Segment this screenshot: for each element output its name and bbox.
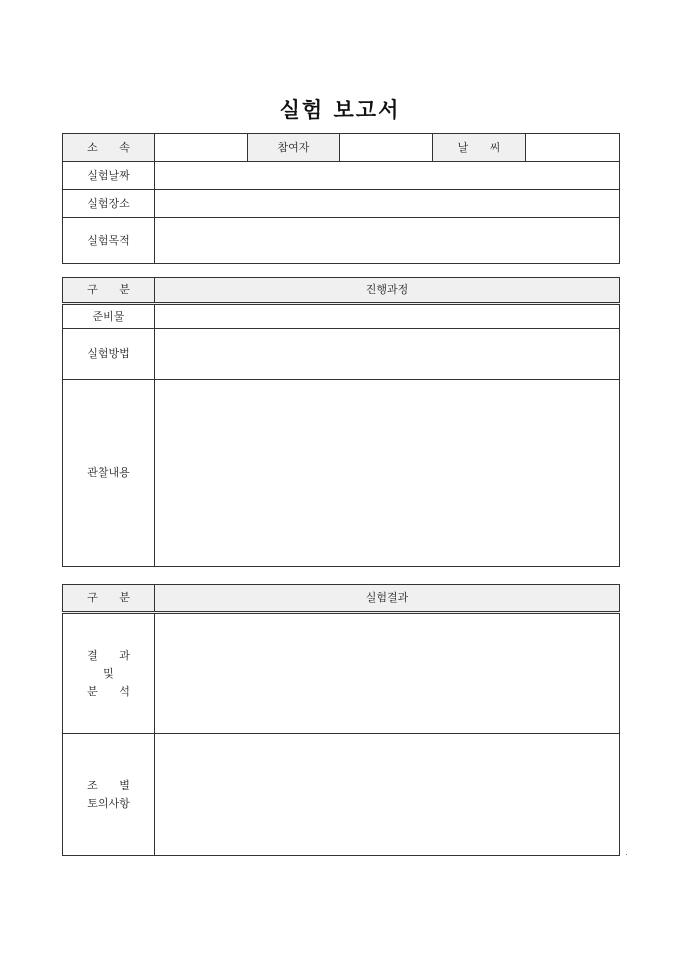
result-header-category-cell <box>63 585 155 613</box>
weather-label: 날 씨 <box>457 140 501 154</box>
preparation-label-cell <box>63 304 155 329</box>
location-label: 실험장소 <box>87 196 130 210</box>
participants-label-cell <box>248 134 340 162</box>
observation-label-cell <box>63 380 155 567</box>
date-input-cell[interactable] <box>155 162 620 190</box>
result-header-title: 실험결과 <box>365 591 409 604</box>
weather-input-cell[interactable] <box>526 134 620 162</box>
analysis-label-cell <box>63 613 155 734</box>
result-header-category: 구 분 <box>87 591 130 604</box>
info-table <box>62 133 620 264</box>
affiliation-input-cell[interactable] <box>155 134 248 162</box>
location-input-cell[interactable] <box>155 190 620 218</box>
process-header-title: 진행과정 <box>365 283 409 296</box>
process-table <box>62 277 620 567</box>
date-label: 실험날짜 <box>87 168 130 182</box>
stray-dot <box>626 854 627 855</box>
process-header-category-cell <box>63 278 155 304</box>
purpose-label-cell <box>63 218 155 264</box>
process-header-category: 구 분 <box>87 283 130 296</box>
discussion-label-cell <box>63 734 155 856</box>
location-label-cell <box>63 190 155 218</box>
observation-label: 관찰내용 <box>87 466 130 479</box>
discussion-label-line2: 토의사항 <box>87 796 130 810</box>
affiliation-label: 소 속 <box>87 140 130 154</box>
preparation-label: 준비물 <box>92 309 125 323</box>
discussion-label-line1: 조 별 <box>87 778 130 792</box>
analysis-label-line1: 결 과 <box>87 648 130 662</box>
process-header-title-cell <box>155 278 620 304</box>
date-label-cell <box>63 162 155 190</box>
page-title: 실험 보고서 <box>279 98 401 122</box>
discussion-input-cell[interactable] <box>155 734 620 856</box>
analysis-label-line3: 분 석 <box>87 684 130 698</box>
result-table <box>62 584 620 856</box>
weather-label-cell <box>433 134 526 162</box>
participants-label: 참여자 <box>277 140 310 154</box>
purpose-input-cell[interactable] <box>155 218 620 264</box>
method-label: 실험방법 <box>87 347 130 360</box>
analysis-input-cell[interactable] <box>155 613 620 734</box>
participants-input-cell[interactable] <box>340 134 433 162</box>
observation-input-cell[interactable] <box>155 380 620 567</box>
affiliation-label-cell <box>63 134 155 162</box>
purpose-label: 실험목적 <box>87 233 130 247</box>
preparation-input-cell[interactable] <box>155 304 620 329</box>
result-header-title-cell <box>155 585 620 613</box>
method-label-cell <box>63 329 155 380</box>
analysis-label-line2: 및 <box>103 666 114 680</box>
method-input-cell[interactable] <box>155 329 620 380</box>
